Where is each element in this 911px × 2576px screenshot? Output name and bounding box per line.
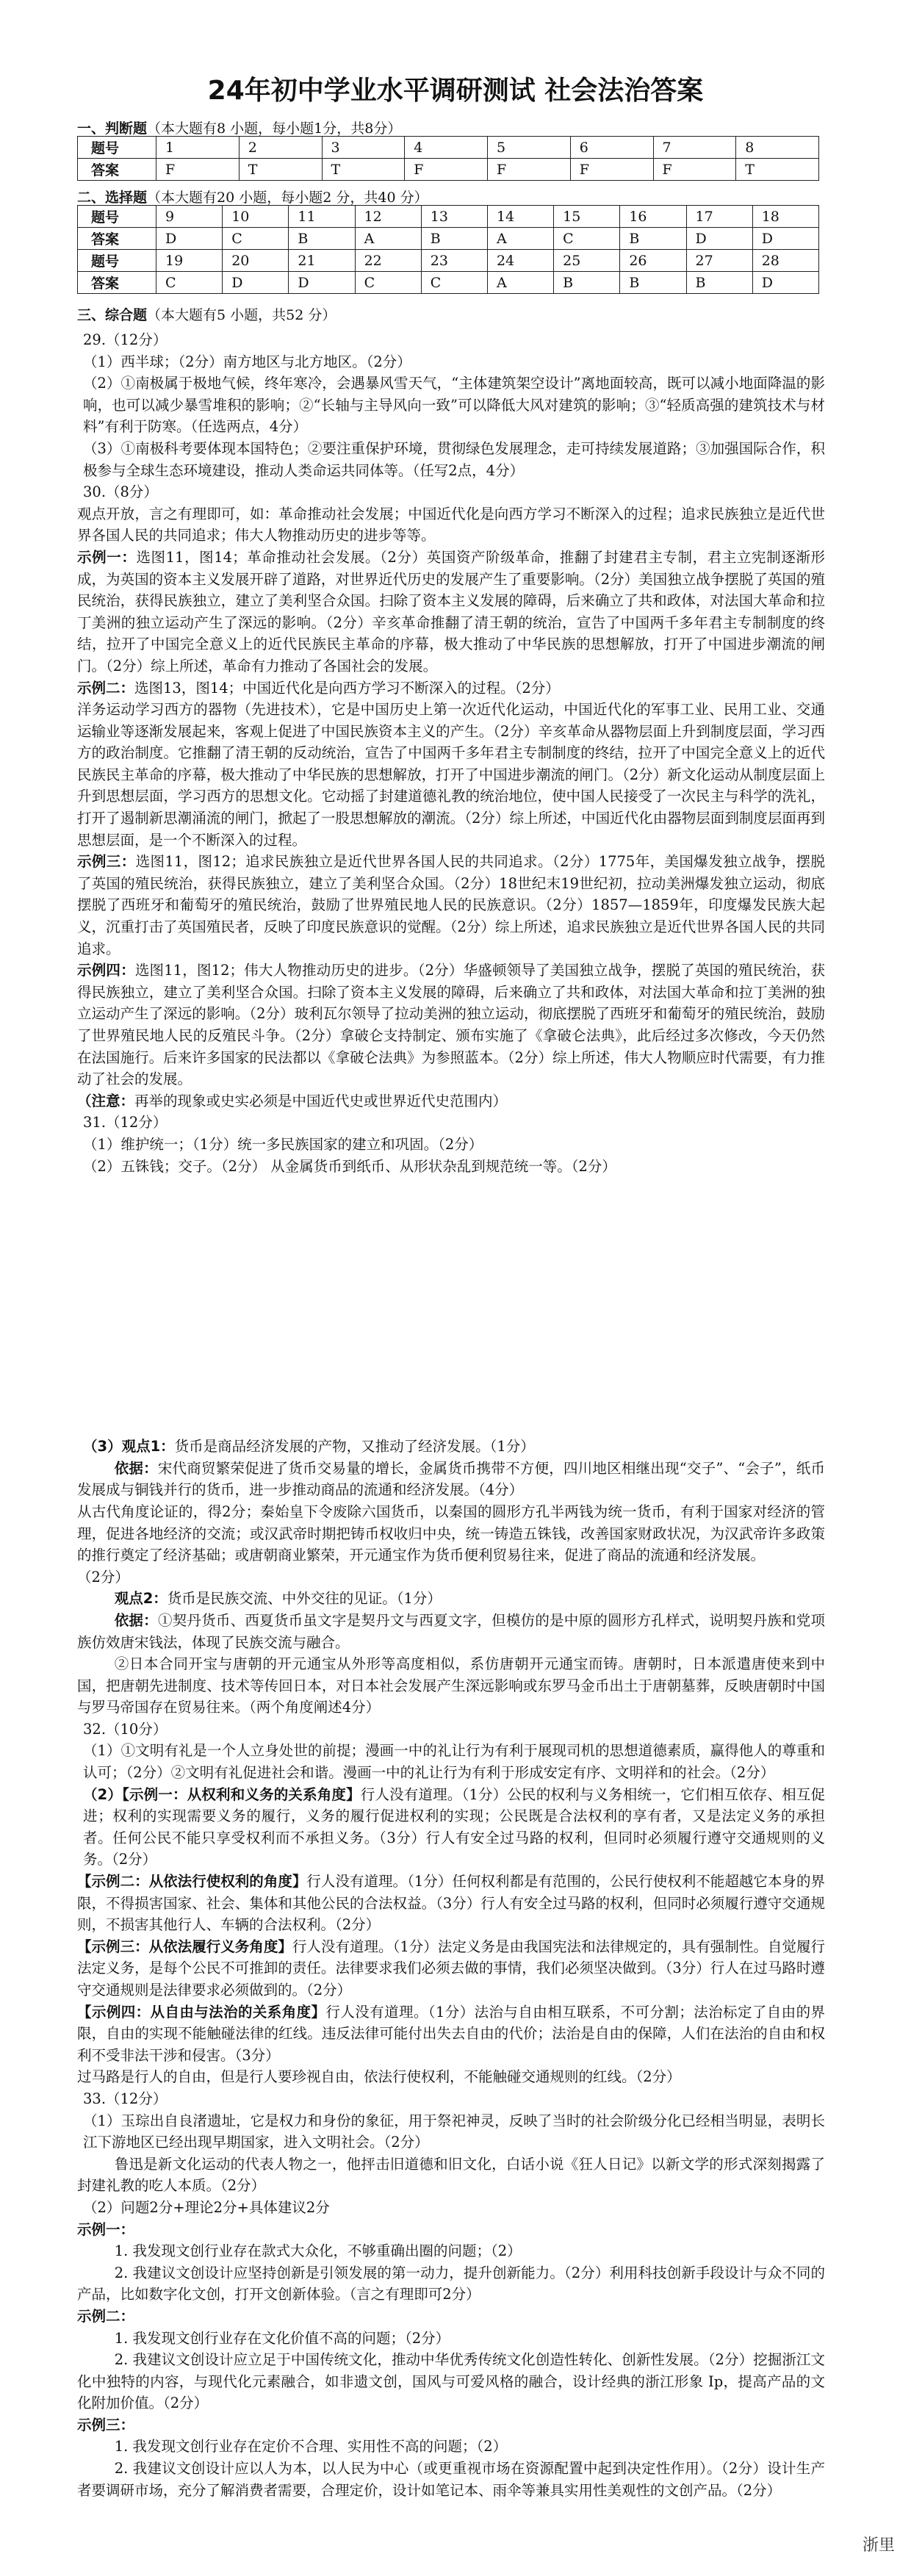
answer-label: 【示例四：从自由与法治的关系角度】 bbox=[77, 2003, 326, 2021]
table-cell: 13 bbox=[421, 206, 487, 228]
table-cell: 23 bbox=[421, 250, 487, 272]
answer-paragraph bbox=[77, 2458, 825, 2501]
answer-paragraph bbox=[77, 1436, 825, 1458]
answer-text: （1）维护统一；（1分）统一多民族国家的建立和巩固。（2分） bbox=[83, 1135, 483, 1153]
table-cell: F bbox=[488, 159, 571, 181]
sec1-heading bbox=[77, 118, 401, 137]
sec2-heading-note: （本大题有20 小题，每小题2 分，共40 分） bbox=[147, 190, 428, 206]
answer-paragraph bbox=[77, 329, 825, 351]
answer-text: 2. 我建议文创设计应坚持创新是引领发展的第一动力，提升创新能力。（2分）利用科技创新手段设计与众不同的产品，比如数字化文创，打开文创新体验。（言之有理即可2分） bbox=[77, 2264, 825, 2303]
answer-paragraph bbox=[77, 438, 825, 481]
table-cell: 7 bbox=[653, 137, 736, 159]
answer-label: 【示例二：从依法行使权利的角度】 bbox=[77, 1873, 307, 1890]
answer-text: （2分） bbox=[77, 1568, 129, 1586]
answer-text: （1）①文明有礼是一个人立身处世的前提；漫画一中的礼让行为有利于展现司机的思想道德素质，赢得他人的尊重和认可；（2分）②文明有礼促进社会和谐。漫画一中的礼让行为有利于形成安定有序、文明祥和的社会。（2分） bbox=[83, 1742, 825, 1782]
table-cell: F bbox=[653, 159, 736, 181]
table-cell: 15 bbox=[554, 206, 620, 228]
answer-text: 再举的现象或史实必须是中国近代史或世界近代史范围内） bbox=[134, 1092, 508, 1109]
table-cell: D bbox=[289, 272, 355, 294]
answer-paragraph bbox=[77, 960, 825, 1090]
answer-paragraph bbox=[77, 2262, 825, 2306]
answer-paragraph bbox=[77, 351, 825, 373]
table-row bbox=[78, 137, 819, 159]
answer-paragraph bbox=[77, 2110, 825, 2154]
answer-paragraph bbox=[77, 1501, 825, 1566]
answer-label: 示例二： bbox=[77, 679, 135, 697]
table-cell: 9 bbox=[156, 206, 223, 228]
table-cell: 25 bbox=[554, 250, 620, 272]
answer-text: 货币是商品经济发展的产物，又推动了经济发展。（1分） bbox=[174, 1438, 535, 1456]
row-label: 答案 bbox=[78, 272, 156, 294]
answer-text: （2）①南极属于极地气候，终年寒冷，会遇暴风雪天气，“主体建筑架空设计”离地面较高，既可以减小地面降温的影响，也可以减少暴雪堆积的影响；②“长轴与主导风向一致”可以降低大风对建筑的影响；③“轻质高强的建筑技术与材料”有利于防寒。（任选两点，4分） bbox=[83, 375, 825, 436]
answer-label: （3）观点1： bbox=[83, 1438, 175, 1456]
answer-text: 1. 我发现文创行业存在文化价值不高的问题；（2分） bbox=[114, 2329, 450, 2347]
answer-text: ②日本合同开宝与唐朝的开元通宝从外形等高度相似，系仿唐朝开元通宝而铸。唐朝时，日本派遣唐使来到中国，把唐朝先进制度、技术等传回日本，对日本社会发展产生深远影响或东罗马金币出土于唐朝墓葬，反映唐朝时中国与罗马帝国存在贸易往来。（两个角度阐述4分） bbox=[77, 1655, 825, 1716]
table-cell: B bbox=[554, 272, 620, 294]
table-cell: C bbox=[554, 228, 620, 250]
answer-text: 行人没有道理。（1分）公民的权利与义务相统一，它们相互依存、相互促进；权利的实现需要义务的履行，义务的履行促进权利的实现；公民既是合法权利的享有者，又是法定义务的承担者。任何公民不能只享受权利而不承担义务。（3分）行人有安全过马路的权利，但同时必须履行遵守交通规则的义务。（2分） bbox=[83, 1785, 825, 1868]
answer-paragraph bbox=[77, 1156, 825, 1178]
answer-text: 32.（10分） bbox=[83, 1720, 168, 1738]
table-cell: D bbox=[686, 228, 752, 250]
table-cell: C bbox=[355, 272, 421, 294]
table-cell: B bbox=[620, 228, 686, 250]
table-cell: T bbox=[736, 159, 819, 181]
page-gap bbox=[77, 1177, 825, 1436]
table-cell: 8 bbox=[736, 137, 819, 159]
table-cell: 6 bbox=[570, 137, 653, 159]
table-cell: C bbox=[223, 228, 289, 250]
answer-text: 33.（12分） bbox=[83, 2090, 168, 2107]
table-cell: 5 bbox=[488, 137, 571, 159]
answer-paragraph bbox=[77, 1090, 825, 1112]
answer-paragraph bbox=[77, 547, 825, 677]
sec2-heading-label: 二、选择题 bbox=[77, 190, 148, 206]
table-cell: 22 bbox=[355, 250, 421, 272]
table-cell: D bbox=[223, 272, 289, 294]
table-cell: F bbox=[570, 159, 653, 181]
answer-paragraph bbox=[77, 2240, 825, 2262]
table-cell: B bbox=[289, 228, 355, 250]
judgement-answer-table bbox=[77, 136, 819, 181]
answer-paragraph bbox=[77, 1134, 825, 1156]
answer-paragraph bbox=[77, 2197, 825, 2219]
table-cell: 14 bbox=[487, 206, 553, 228]
sec1-heading-label: 一、判断题 bbox=[77, 120, 148, 137]
table-cell: 21 bbox=[289, 250, 355, 272]
answer-text: 2. 我建议文创设计应立足于中国传统文化，推动中华优秀传统文化创造性转化、创新性发展。（2分）挖掘浙江文化中独特的内容，与现代化元素融合，如非遗文创，国风与可爱风格的融合，设计经典的浙江形象 Ip，提高产品的文化附加价值。（2分） bbox=[77, 2351, 825, 2412]
answer-paragraph bbox=[77, 2414, 825, 2436]
answer-text: 货币是民族交流、中外交往的见证。（1分） bbox=[167, 1590, 442, 1608]
sec3-heading-label: 三、综合题 bbox=[77, 307, 148, 323]
table-row bbox=[78, 228, 819, 250]
answer-text: 行人没有道理。（1分）法治与自由相互联系，不可分割；法治标定了自由的界限，自由的实现不能触碰法律的红线。违反法律可能付出失去自由的代价；法治是自由的保障，人们在法治的自由和权利不受非法干涉和侵害。（3分） bbox=[77, 2003, 825, 2064]
answer-text: 选图11，图12；伟大人物推动历史的进步。（2分）华盛顿领导了美国独立战争，摆脱了英国的殖民统治，获得民族独立，建立了美利坚合众国。扫除了资本主义发展的障碍，后来确立了共和政体，对法国大革命和拉丁美洲的独立运动产生了深远的影响。（2分）玻利瓦尔领导了拉动美洲的独立运动，彻底摆脱了西班牙和葡萄牙的殖民统治，鼓励了世界殖民地人民的反殖民斗争。（2分）拿破仑支持制定、颁布实施了《拿破仑法典》，此后经过多次修改，今天仍然在法国施行。后来许多国家的民法都以《拿破仑法典》为参照蓝本。（2分）综上所述，伟大人物顺应时代需要，有力推动了社会的发展。 bbox=[77, 962, 825, 1088]
answer-text: （1）玉琮出自良渚遗址，它是权力和身份的象征，用于祭祀神灵，反映了当时的社会阶级分化已经相当明显，表明长江下游地区已经出现早期国家，进入文明社会。（2分） bbox=[83, 2112, 825, 2151]
table-cell: B bbox=[620, 272, 686, 294]
table-cell: 2 bbox=[239, 137, 322, 159]
answer-paragraph bbox=[77, 1458, 825, 1501]
answer-label: 观点2： bbox=[114, 1590, 168, 1608]
table-cell: 24 bbox=[487, 250, 553, 272]
table-cell: 20 bbox=[223, 250, 289, 272]
answer-text: 选图13，图14；中国近代化是向西方学习不断深入的过程。（2分） bbox=[134, 679, 560, 697]
answer-paragraph bbox=[77, 2328, 825, 2350]
answer-text: （3）①南极科考要体现本国特色；②要注重保护环境，贯彻绿色发展理念，走可持续发展道路；③加强国际合作，积极参与全球生态环境建设，推动人类命运共同体等。（任写2点，4分） bbox=[83, 439, 825, 479]
table-cell: C bbox=[156, 272, 223, 294]
answer-label: （2）【示例一：从权利和义务的关系角度】 bbox=[83, 1785, 361, 1803]
answer-text: 从古代角度论证的，得2分；秦始皇下令废除六国货币，以秦国的圆形方孔半两钱为统一货币，有利于国家对经济的管理，促进各地经济的交流；或汉武帝时期把铸币权收归中央，统一铸造五铢钱，改善国家财政状况，为汉武帝许多政策的推行奠定了经济基础；或唐朝商业繁荣，开元通宝作为货币便利贸易往来，促进了商品的流通和经济发展。 bbox=[77, 1503, 825, 1564]
answer-text: 洋务运动学习西方的器物（先进技术），它是中国历史上第一次近代化运动，中国近代化的军事工业、民用工业、交通运输业等逐渐发展起来，客观上促进了中国民族资本主义的产生。（2分）辛亥革命从器物层面上升到制度层面，学习西方的政治制度。它推翻了清王朝的反动统治，宣告了中国两千多年君主专制制度的终结，拉开了中国完全意义上的近代民族民主革命的序幕，极大推动了中华民族的思想解放，打开了中国进步潮流的闸门。（2分）新文化运动从制度层面上升到思想层面，学习西方的思想文化。它动摇了封建道德礼教的统治地位，使中国人民接受了一次民主与科学的洗礼，打开了遏制新思潮涌流的闸门，掀起了一股思想解放的潮流。（2分）综上所述，中国近代化由器物层面到制度层面再到思想层面，是一个不断深入的过程。 bbox=[77, 701, 825, 849]
table-cell: 18 bbox=[752, 206, 818, 228]
row-label: 题号 bbox=[78, 250, 156, 272]
sec3-heading-note: （本大题有5 小题，共52 分） bbox=[147, 307, 336, 323]
row-label: 题号 bbox=[78, 206, 156, 228]
sec3-heading bbox=[77, 304, 336, 324]
table-cell: 19 bbox=[156, 250, 223, 272]
table-cell: A bbox=[487, 228, 553, 250]
answer-paragraph bbox=[77, 2001, 825, 2067]
answer-paragraph bbox=[77, 1653, 825, 1719]
answer-text: 30.（8分） bbox=[83, 483, 158, 501]
answer-text: （1）西半球；（2分）南方地区与北方地区。（2分） bbox=[83, 353, 411, 370]
row-label: 答案 bbox=[78, 228, 156, 250]
table-cell: 27 bbox=[686, 250, 752, 272]
page-title: 24年初中学业水平调研测试 社会法治答案 bbox=[207, 76, 704, 106]
sec2-heading bbox=[77, 187, 428, 206]
answer-label: 依据： bbox=[114, 1459, 158, 1477]
answer-paragraph bbox=[77, 699, 825, 851]
answer-text: （2）五铢钱；交子。（2分） 从金属货币到纸币、从形状杂乱到规范统一等。（2分） bbox=[83, 1157, 616, 1175]
table-cell: F bbox=[156, 159, 240, 181]
answer-text: 2. 我建议文创设计应以人为本，以人民为中心（或更重视市场在资源配置中起到决定性作用）。（2分）设计生产者要调研市场，充分了解消费者需要，合理定价，设计如笔记本、雨伞等兼具实用性美观性的文创产品。（2分） bbox=[77, 2460, 825, 2499]
table-cell: 11 bbox=[289, 206, 355, 228]
answer-text: 1. 我发现文创行业存在款式大众化，不够重确出圈的问题；（2） bbox=[114, 2242, 522, 2260]
answer-text: 行人没有道理。（1分）法定义务是由我国宪法和法律规定的，具有强制性。自觉履行法定义务，是每个公民不可推卸的责任。法律要求我们必须去做的事情，我们必须坚决做到。（3分）行人在过马路时遵守交通规则是法律要求必须做到的。（2分） bbox=[77, 1938, 825, 1998]
table-row bbox=[78, 206, 819, 228]
answer-label: 【示例三：从依法履行义务角度】 bbox=[77, 1938, 292, 1955]
answer-paragraph bbox=[77, 1588, 825, 1610]
answer-paragraph bbox=[77, 1610, 825, 1653]
table-cell: T bbox=[322, 159, 405, 181]
answer-text: 31.（12分） bbox=[83, 1114, 168, 1132]
table-cell: D bbox=[752, 272, 818, 294]
table-cell: B bbox=[421, 228, 487, 250]
answer-text: 宋代商贸繁荣促进了货币交易量的增长，金属货币携带不方便，四川地区相继出现“交子”、“会子”，纸币发展成与铜钱并行的货币，进一步推动商品的流通和经济发展。（4分） bbox=[77, 1459, 825, 1499]
table-cell: D bbox=[752, 228, 818, 250]
table-cell: 4 bbox=[405, 137, 488, 159]
table-cell: 28 bbox=[752, 250, 818, 272]
answer-text: ①契丹货币、西夏货币虽文字是契丹文与西夏文字，但模仿的是中原的圆形方孔样式，说明契丹族和党项族仿效唐宋钱法，体现了民族交流与融合。 bbox=[77, 1611, 825, 1651]
answer-paragraph bbox=[77, 2436, 825, 2458]
answer-label: 依据： bbox=[114, 1611, 158, 1629]
answer-paragraph bbox=[77, 1871, 825, 1936]
answer-paragraph bbox=[77, 373, 825, 438]
answer-label: 示例四： bbox=[77, 962, 135, 979]
answer-text: （2）问题2分+理论2分+具体建议2分 bbox=[83, 2198, 330, 2216]
table-row bbox=[78, 272, 819, 294]
answer-paragraph bbox=[77, 503, 825, 547]
table-cell: C bbox=[421, 272, 487, 294]
answer-paragraph bbox=[77, 481, 825, 503]
answer-label: 示例一： bbox=[77, 2220, 135, 2238]
row-label: 题号 bbox=[78, 137, 156, 159]
table-cell: 17 bbox=[686, 206, 752, 228]
answer-paragraph bbox=[77, 1719, 825, 1741]
table-cell: A bbox=[487, 272, 553, 294]
table-cell: 10 bbox=[223, 206, 289, 228]
answer-paragraph bbox=[77, 2219, 825, 2241]
table-row bbox=[78, 250, 819, 272]
answer-paragraph bbox=[77, 1112, 825, 1134]
answer-paragraph bbox=[77, 1784, 825, 1871]
answer-paragraph bbox=[77, 851, 825, 960]
answer-paragraph bbox=[77, 1740, 825, 1783]
table-cell: 3 bbox=[322, 137, 405, 159]
answer-paragraph bbox=[77, 2306, 825, 2328]
answer-text: 29.（12分） bbox=[83, 331, 168, 348]
answer-text: 观点开放，言之有理即可，如：革命推动社会发展；中国近代化是向西方学习不断深入的过程；追求民族独立是近代世界各国人民的共同追求；伟大人物推动历史的进步等等。 bbox=[77, 505, 825, 544]
answer-label: 示例三： bbox=[77, 2416, 135, 2433]
row-label: 答案 bbox=[78, 159, 156, 181]
table-cell: T bbox=[239, 159, 322, 181]
answer-paragraph bbox=[77, 1936, 825, 2001]
answer-paragraph bbox=[77, 1566, 825, 1589]
table-cell: 12 bbox=[355, 206, 421, 228]
answer-paragraph bbox=[77, 2066, 825, 2088]
answer-text: 1. 我发现文创行业存在定价不合理、实用性不高的问题；（2） bbox=[114, 2438, 508, 2456]
table-cell: D bbox=[156, 228, 223, 250]
answer-paragraph bbox=[77, 677, 825, 699]
answer-text: 鲁迅是新文化运动的代表人物之一，他抨击旧道德和旧文化，白话小说《狂人日记》以新文学的形式深刻揭露了封建礼教的吃人本质。（2分） bbox=[77, 2155, 825, 2195]
answer-paragraph bbox=[77, 2088, 825, 2110]
choice-answer-table bbox=[77, 205, 819, 294]
answer-label: （注意： bbox=[77, 1092, 135, 1109]
answer-label: 示例一： bbox=[77, 548, 137, 566]
answer-text: 选图11，图14；革命推动社会发展。（2分）英国资产阶级革命，推翻了封建君主专制，君主立宪制逐渐形成，为英国的资本主义发展开辟了道路，对世界近代历史的发展产生了重要影响。（2分）美国独立战争摆脱了英国的殖民统治，获得民族独立，建立了美利坚合众国。扫除了资本主义发展的障碍，后来确立了共和政体，对法国大革命和拉丁美洲的独立运动产生了深远的影响。（2分）辛亥革命推翻了清王朝的统治，宣告了中国两千多年君主专制制度的终结，拉开了中国完全意义上的近代民族民主革命的序幕，极大推动了中华民族的思想解放，打开了中国进步潮流的闸门。（2分）综上所述，革命有力推动了各国社会的发展。 bbox=[77, 548, 825, 674]
answer-label: 示例三： bbox=[77, 853, 136, 871]
answer-text: 行人没有道理。（1分）任何权利都是有范围的，公民行使权利不能超越它本身的界限，不得损害国家、社会、集体和其他公民的合法权益。（3分）行人有安全过马路的权利，但同时必须履行遵守交通规则，不损害其他行人、车辆的合法权利。（2分） bbox=[77, 1873, 825, 1934]
answer-paragraph bbox=[77, 2154, 825, 2197]
answer-paragraph bbox=[77, 2349, 825, 2414]
answer-text: 过马路是行人的自由，但是行人要珍视自由，依法行使权利，不能触碰交通规则的红线。（2分） bbox=[77, 2068, 681, 2086]
table-cell: 16 bbox=[620, 206, 686, 228]
sec1-heading-note: （本大题有8 小题，每小题1分，共8分） bbox=[147, 120, 402, 137]
table-cell: F bbox=[405, 159, 488, 181]
table-cell: B bbox=[686, 272, 752, 294]
table-cell: 1 bbox=[156, 137, 240, 159]
answer-body bbox=[77, 329, 825, 2501]
corner-watermark: 浙里 bbox=[862, 2536, 895, 2555]
table-cell: A bbox=[355, 228, 421, 250]
table-row bbox=[78, 159, 819, 181]
table-cell: 26 bbox=[620, 250, 686, 272]
answer-text: 选图11，图12；追求民族独立是近代世界各国人民的共同追求。（2分）1775年，美国爆发独立战争，摆脱了英国的殖民统治，获得民族独立，建立了美利坚合众国。（2分）18世纪末19世纪初，拉动美洲爆发独立运动，彻底摆脱了西班牙和葡萄牙的殖民统治，鼓励了世界殖民地人民的民族意识。（2分）1857—1859年，印度爆发民族大起义，沉重打击了英国殖民者，反映了印度民族意识的觉醒。（2分）综上所述，追求民族独立是近代世界各国人民的共同追求。 bbox=[77, 853, 825, 957]
answer-label: 示例二： bbox=[77, 2307, 135, 2325]
